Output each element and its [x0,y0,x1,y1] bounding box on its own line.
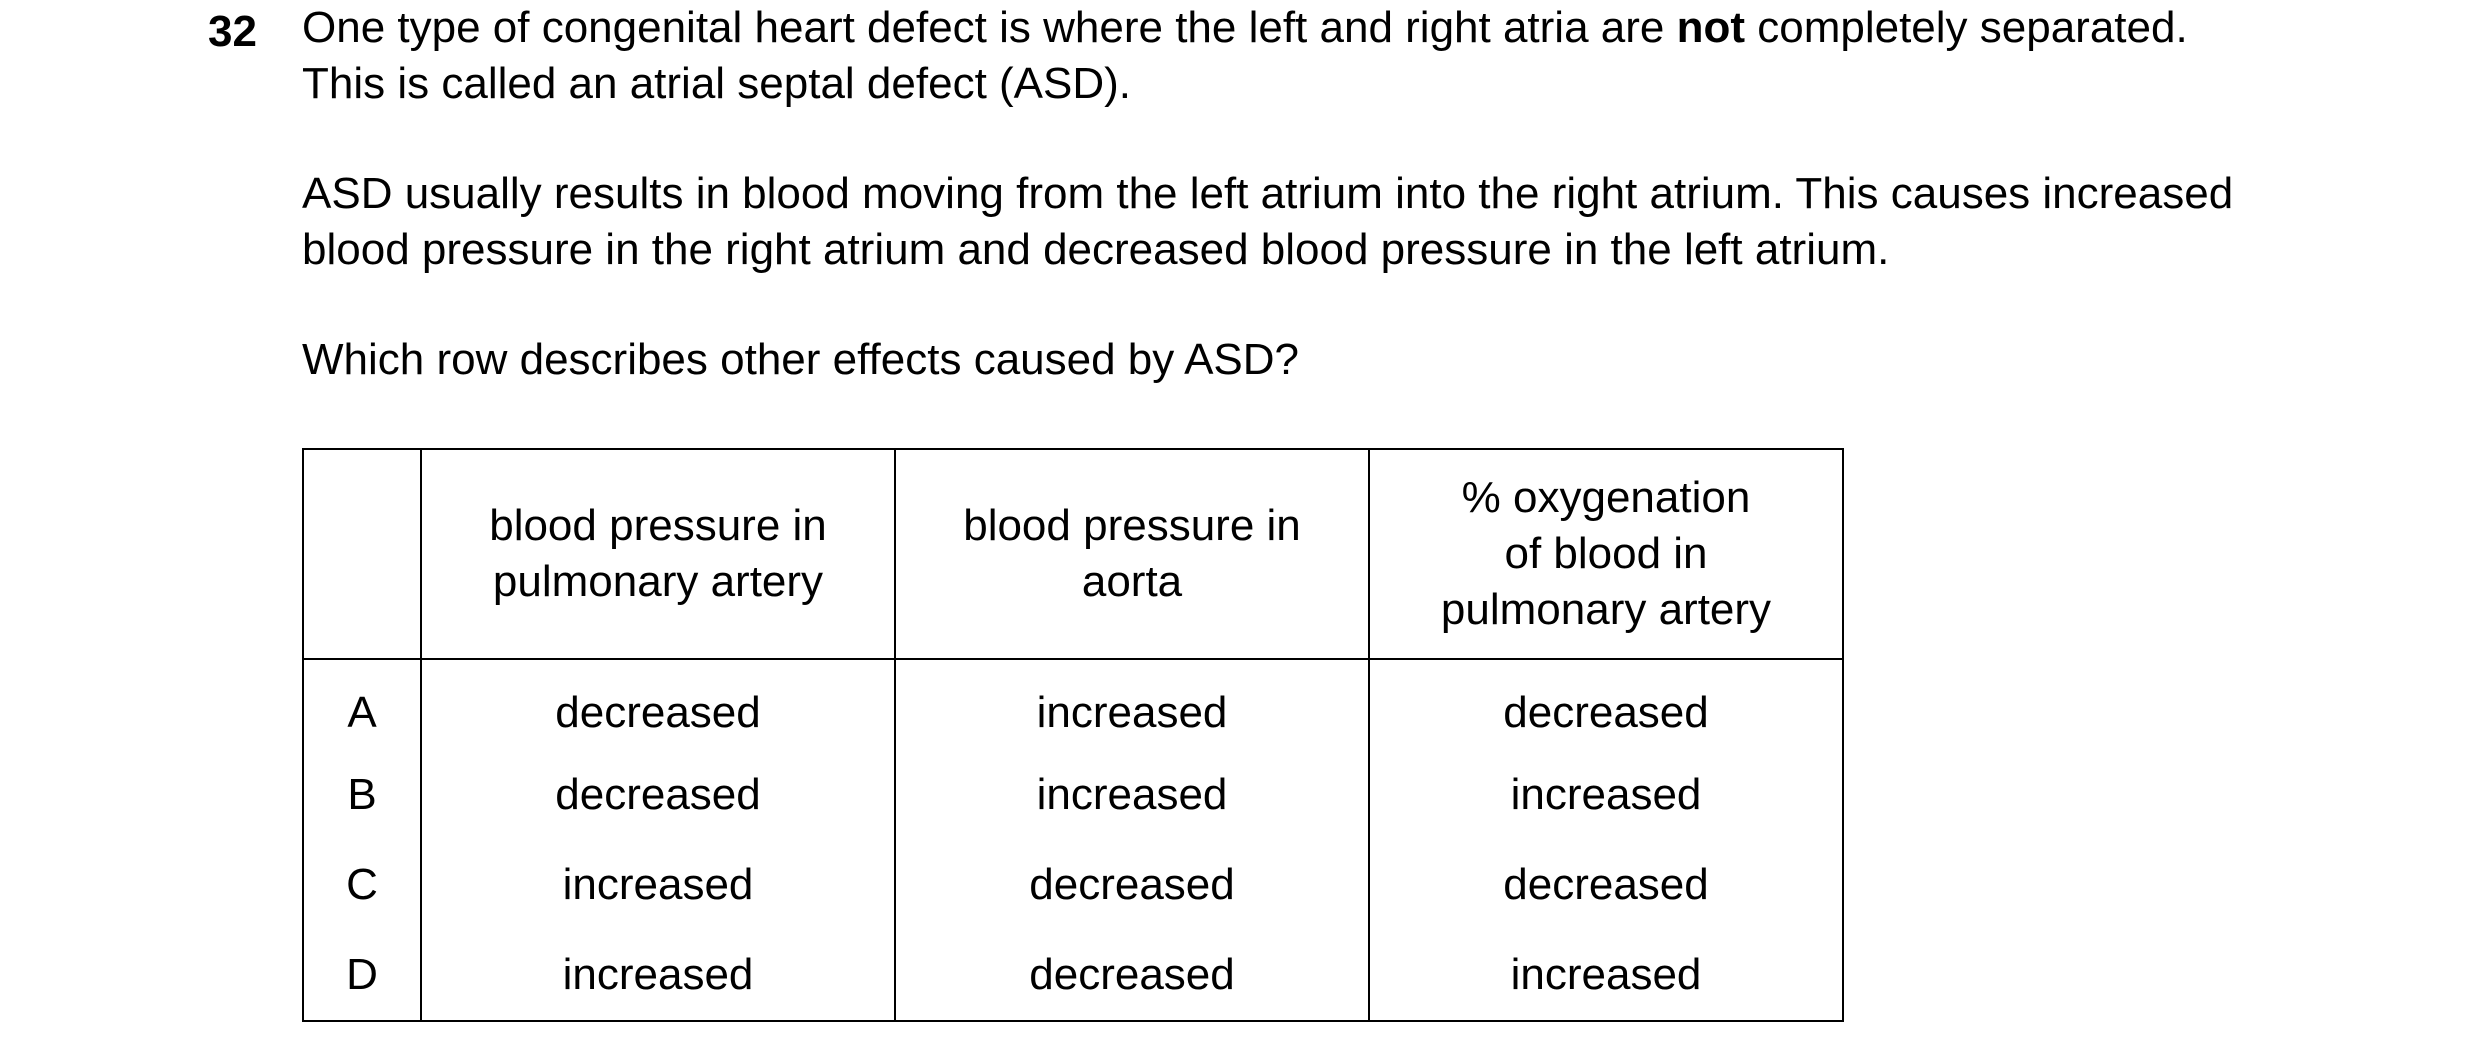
question-number: 32 [208,7,257,56]
table-cell: increased [895,750,1369,840]
table-cell: decreased [1369,659,1843,750]
table-cell: decreased [895,840,1369,930]
emphasis-not: not [1676,3,1745,52]
table-cell: increased [421,930,895,1021]
table-cell: increased [1369,930,1843,1021]
table-cell: increased [895,659,1369,750]
intro-line-2: This is called an atrial septal defect (ASD). [302,59,1132,108]
table-cell: decreased [1369,840,1843,930]
table-cell: increased [1369,750,1843,840]
row-letter: D [303,930,421,1021]
row-letter: C [303,840,421,930]
table-row-b [303,750,1843,840]
header-bp-pulmonary-artery: blood pressure in pulmonary artery [421,449,895,659]
context-line-1: ASD usually results in blood moving from the left atrium into the right atrium. This causes increased [302,169,2234,218]
row-letter: B [303,750,421,840]
question-context [302,166,2233,278]
answer-options-table [302,448,1844,1022]
row-letter: A [303,659,421,750]
table-cell: decreased [421,659,895,750]
context-line-2: blood pressure in the right atrium and decreased blood pressure in the left atrium. [302,225,1890,274]
header-oxygenation: % oxygenation of blood in pulmonary artery [1369,449,1843,659]
table-cell: increased [421,840,895,930]
table-header-row [303,449,1843,659]
table-cell: decreased [421,750,895,840]
table-row-d [303,930,1843,1021]
question-intro [302,0,2188,112]
table-cell: decreased [895,930,1369,1021]
question-prompt: Which row describes other effects caused by ASD? [302,335,1300,384]
header-blank [303,449,421,659]
table-row-c [303,840,1843,930]
intro-line-1: One type of congenital heart defect is where the left and right atria are not completely separated. [302,3,2188,52]
header-bp-aorta: blood pressure in aorta [895,449,1369,659]
table-row-a [303,659,1843,750]
